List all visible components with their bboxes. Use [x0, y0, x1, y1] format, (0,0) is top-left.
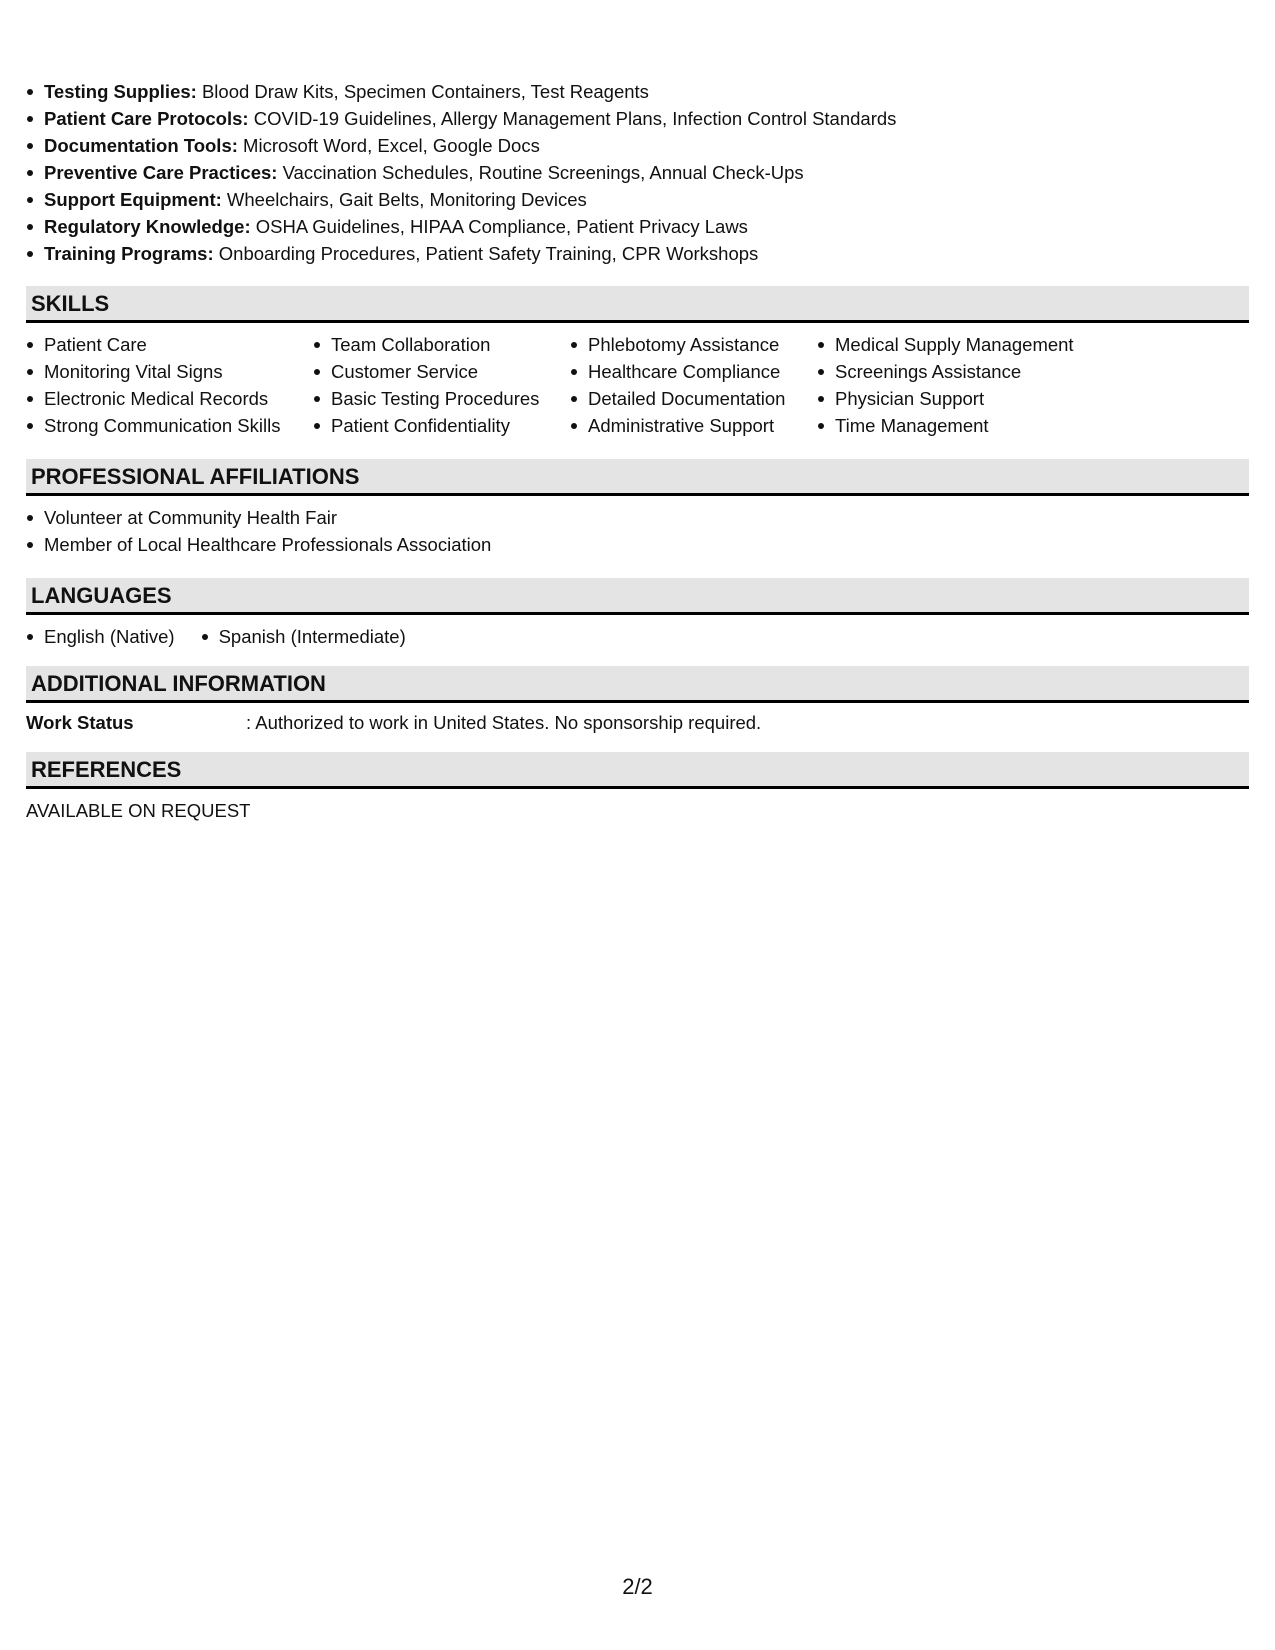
list-item-label: Documentation Tools: [44, 135, 238, 156]
work-status-row [26, 703, 1249, 736]
list-item-label: Patient Care Protocols: [44, 108, 249, 129]
skill-item: Team Collaboration [313, 331, 570, 358]
list-item-text: Blood Draw Kits, Specimen Containers, Test Reagents [196, 81, 649, 102]
list-item-label: Testing Supplies: [44, 81, 197, 102]
skills-column [570, 331, 817, 439]
resume-page [26, 78, 1249, 824]
languages-section [26, 615, 1249, 650]
work-status-label: Work Status [26, 712, 134, 733]
skill-item: Screenings Assistance [817, 358, 1117, 385]
list-item-text: OSHA Guidelines, HIPAA Compliance, Patient Privacy Laws [250, 216, 748, 237]
list-item-label: Regulatory Knowledge: [44, 216, 251, 237]
affiliations-list [26, 504, 1249, 558]
affiliations-section [26, 496, 1249, 558]
skill-item: Basic Testing Procedures [313, 385, 570, 412]
languages-section-header: LANGUAGES [26, 578, 1249, 615]
skill-item: Time Management [817, 412, 1117, 439]
skills-column [26, 331, 313, 439]
list-item-text: Onboarding Procedures, Patient Safety Training, CPR Workshops [213, 243, 759, 264]
skill-item: Physician Support [817, 385, 1117, 412]
tools-list [26, 78, 1249, 267]
list-item-text: COVID-19 Guidelines, Allergy Management Plans, Infection Control Standards [248, 108, 897, 129]
list-item [26, 105, 1249, 132]
skills-section-header: SKILLS [26, 286, 1249, 323]
skill-item: Monitoring Vital Signs [26, 358, 313, 385]
references-section-header: REFERENCES [26, 752, 1249, 789]
list-item-label: Preventive Care Practices: [44, 162, 278, 183]
list-item-label: Support Equipment: [44, 189, 222, 210]
languages-list [26, 623, 1249, 650]
skill-item: Strong Communication Skills [26, 412, 313, 439]
list-item [26, 159, 1249, 186]
skill-item: Customer Service [313, 358, 570, 385]
list-item-text: Microsoft Word, Excel, Google Docs [237, 135, 540, 156]
skill-item: Detailed Documentation [570, 385, 817, 412]
skill-item: Medical Supply Management [817, 331, 1117, 358]
page-number: 2/2 [622, 1574, 653, 1599]
skill-item: Patient Confidentiality [313, 412, 570, 439]
skill-item: Healthcare Compliance [570, 358, 817, 385]
skill-item: Patient Care [26, 331, 313, 358]
list-item-label: Training Programs: [44, 243, 214, 264]
work-status-value: : Authorized to work in United States. No sponsorship required. [246, 712, 762, 733]
list-item-text: Wheelchairs, Gait Belts, Monitoring Devices [221, 189, 587, 210]
list-item [26, 240, 1249, 267]
affiliation-item: Member of Local Healthcare Professionals Association [26, 531, 1249, 558]
additional-info-section-header: ADDITIONAL INFORMATION [26, 666, 1249, 703]
list-item [26, 78, 1249, 105]
language-item: English (Native) [26, 623, 175, 650]
skills-section [26, 323, 1249, 439]
list-item [26, 213, 1249, 240]
affiliation-item: Volunteer at Community Health Fair [26, 504, 1249, 531]
skill-item: Electronic Medical Records [26, 385, 313, 412]
skills-column [817, 331, 1117, 439]
skills-column [313, 331, 570, 439]
list-item-text: Vaccination Schedules, Routine Screenings, Annual Check-Ups [277, 162, 804, 183]
list-item [26, 132, 1249, 159]
list-item [26, 186, 1249, 213]
skill-item: Phlebotomy Assistance [570, 331, 817, 358]
references-text: AVAILABLE ON REQUEST [26, 800, 251, 821]
skill-item: Administrative Support [570, 412, 817, 439]
skills-grid [26, 331, 1249, 439]
language-item: Spanish (Intermediate) [201, 623, 406, 650]
affiliations-section-header: PROFESSIONAL AFFILIATIONS [26, 459, 1249, 496]
